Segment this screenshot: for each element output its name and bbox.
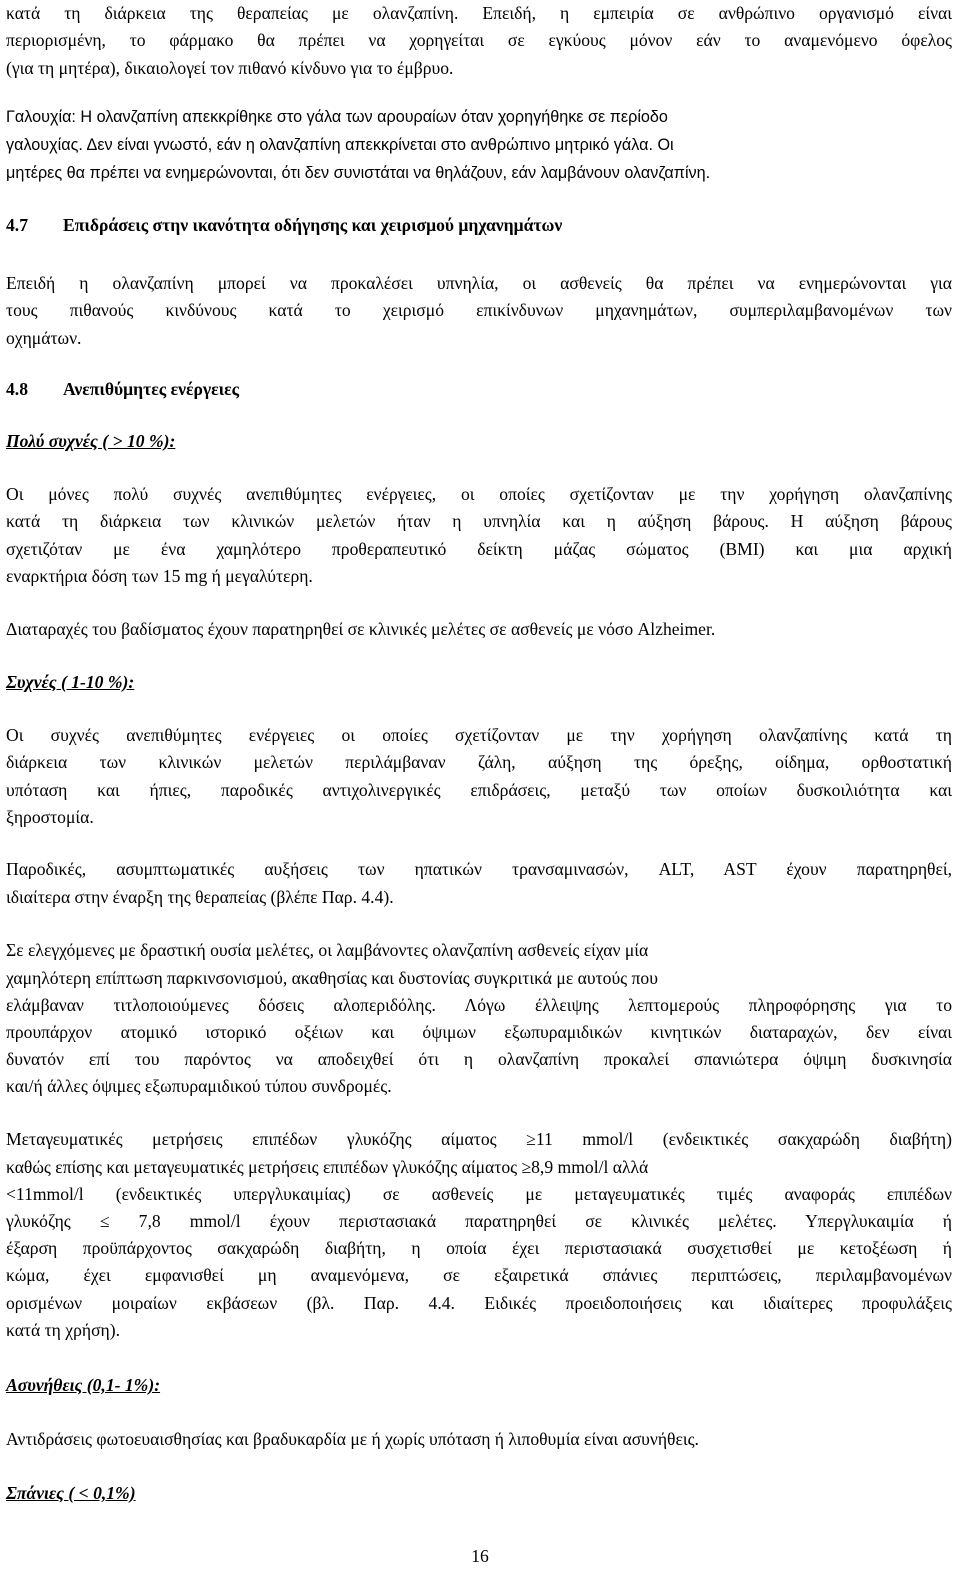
text-line: Οι μόνες πολύ συχνές ανεπιθύμητες ενέργειες, οι οποίες σχετίζονταν με την χορήγηση ολανζαπίνης — [6, 484, 952, 504]
text-line: καθώς επίσης και μεταγευματικές μετρήσεις επιπέδων γλυκόζης αίματος ≥8,9 mmol/l αλλά — [6, 1157, 649, 1177]
section-heading-4-8 — [6, 376, 239, 403]
text-line: Διαταραχές του βαδίσματος έχουν παρατηρηθεί σε κλινικές μελέτες σε ασθενείς με νόσο Alzheimer. — [6, 619, 716, 639]
section-heading-4-7 — [6, 212, 562, 239]
text-line: γλυκόζης ≤ 7,8 mmol/l έχουν περιστασιακά παρατηρηθεί σε κλινικές μελέτες. Υπεργλυκαιμία ή — [6, 1211, 952, 1231]
text-line: κώμα, έχει εμφανισθεί μη αναμενόμενα, σε εξαιρετικά σπάνιες περιπτώσεις, περιλαμβανομένων — [6, 1265, 952, 1285]
text-line: ορισμένων μοιραίων εκβάσεων (βλ. Παρ. 4.4. Ειδικές προειδοποιήσεις και ιδιαίτερες προφυλάξεις — [6, 1293, 952, 1313]
text-line: δυνατόν επί του παρόντος να αποδειχθεί ότι η ολανζαπίνη προκαλεί σπανιώτερα όψιμη δυσκινησία — [6, 1049, 952, 1069]
section-title: Ανεπιθύμητες ενέργειες — [63, 379, 240, 399]
text-line: Μεταγευματικές μετρήσεις επιπέδων γλυκόζης αίματος ≥11 mmol/l (ενδεικτικές σακχαρώδη διαβήτη) — [6, 1129, 952, 1149]
text-line: κατά τη διάρκεια της θεραπείας με ολανζαπίνη. Επειδή, η εμπειρία σε ανθρώπινο οργανισμό είναι — [6, 3, 952, 23]
section-number: 4.7 — [6, 215, 28, 235]
text-line: και/ή άλλες όψιμες εξωπυραμιδικού τύπου συνδρομές. — [6, 1076, 392, 1096]
text-line: προυπάρχον ατομικό ιστορικό οξέιων και όψιμων εξωπυραμιδικών κινητικών διαταραχών, δεν είναι — [6, 1022, 952, 1042]
text-line: Οι συχνές ανεπιθύμητες ενέργειες οι οποίες σχετίζονταν με την χορήγηση ολανζαπίνης κατά τη — [6, 725, 952, 745]
text-line: Επειδή η ολανζαπίνη μπορεί να προκαλέσει υπνηλία, οι ασθενείς θα πρέπει να ενημερώνονται για — [6, 273, 952, 293]
text-line: τους πιθανούς κινδύνους κατά το χειρισμό επικίνδυνων μηχανημάτων, συμπεριλαμβανομένων των — [6, 300, 952, 320]
text-line: διάρκεια των κλινικών μελετών περιλάμβαναν ζάλη, αύξηση της όρεξης, οίδημα, ορθοστατική — [6, 752, 952, 772]
text-line: χαμηλότερη επίπτωση παρκινσονισμού, ακαθησίας και δυστονίας συγκριτικά με αυτούς που — [6, 968, 658, 988]
text-line: Αντιδράσεις φωτοευαισθησίας και βραδυκαρδία με ή χωρίς υπόταση ή λιποθυμία είναι ασυνήθεις. — [6, 1429, 699, 1449]
section-number: 4.8 — [6, 379, 28, 399]
page-number: 16 — [471, 1546, 489, 1566]
frequency-subheading: Σπάνιες ( < 0,1%) — [6, 1483, 136, 1503]
text-line: μητέρες θα πρέπει να ενημερώνονται, ότι δεν συνιστάται να θηλάζουν, εάν λαμβάνουν ολανζαπίνη. — [6, 164, 711, 182]
section-title: Επιδράσεις στην ικανότητα οδήγησης και χειρισμού μηχανημάτων — [63, 215, 563, 235]
text-line: ιδιαίτερα στην έναρξη της θεραπείας (βλέπε Παρ. 4.4). — [6, 887, 394, 907]
frequency-subheading: Ασυνήθεις (0,1- 1%): — [6, 1375, 161, 1395]
text-line: ελάμβαναν τιτλοποιούμενες δόσεις αλοπεριδόλης. Λόγω έλλειψης λεπτομερούς πληροφόρησης για το — [6, 995, 952, 1015]
text-line: ξηροστομία. — [6, 807, 94, 827]
text-line: κατά τη χρήση). — [6, 1320, 121, 1340]
text-line: κατά τη διάρκεια των κλινικών μελετών ήταν η υπνηλία και η αύξηση βάρους. Η αύξηση βάρους — [6, 511, 952, 531]
text-line: οχημάτων. — [6, 328, 82, 348]
text-line: υπόταση και ήπιες, παροδικές αντιχολινεργικές επιδράσεις, μεταξύ των οποίων δυσκοιλιότητα και — [6, 780, 952, 800]
text-line: σχετιζόταν με ένα χαμηλότερο προθεραπευτικό δείκτη μάζας σώματος (BMI) και μια αρχική — [6, 539, 952, 559]
frequency-subheading: Πολύ συχνές ( > 10 %): — [6, 431, 176, 451]
text-line: περιορισμένη, το φάρμακο θα πρέπει να χορηγείται σε εγκύους μόνον εάν το αναμενόμενο όφελος — [6, 30, 952, 50]
text-line: γαλουχίας. Δεν είναι γνωστό, εάν η ολανζαπίνη απεκκρίνεται στο ανθρώπινο μητρικό γάλα. Οι — [6, 136, 674, 154]
text-line: Σε ελεγχόμενες με δραστική ουσία μελέτες, οι λαμβάνοντες ολανζαπίνη ασθενείς είχαν μία — [6, 940, 649, 960]
text-line: έξαρση προϋπάρχοντος σακχαρώδη διαβήτη, η οποία έχει περιστασιακά συσχετισθεί με κετοξέωση ή — [6, 1238, 952, 1258]
text-line: Παροδικές, ασυμπτωματικές αυξήσεις των ηπατικών τρανσαμινασών, ALT, AST έχουν παρατηρηθεί, — [6, 859, 952, 879]
text-line: Γαλουχία: Η ολανζαπίνη απεκκρίθηκε στο γάλα των αρουραίων όταν χορηγήθηκε σε περίοδο — [6, 108, 668, 126]
frequency-subheading: Συχνές ( 1-10 %): — [6, 672, 135, 692]
text-line: (για τη μητέρα), δικαιολογεί τον πιθανό κίνδυνο για το έμβρυο. — [6, 58, 454, 78]
text-line: εναρκτήρια δόση των 15 mg ή μεγαλύτερη. — [6, 566, 313, 586]
text-line: <11mmol/l (ενδεικτικές υπεργλυκαιμίας) σε ασθενείς με μεταγευματικές τιμές αναφοράς επιπέδων — [6, 1184, 952, 1204]
